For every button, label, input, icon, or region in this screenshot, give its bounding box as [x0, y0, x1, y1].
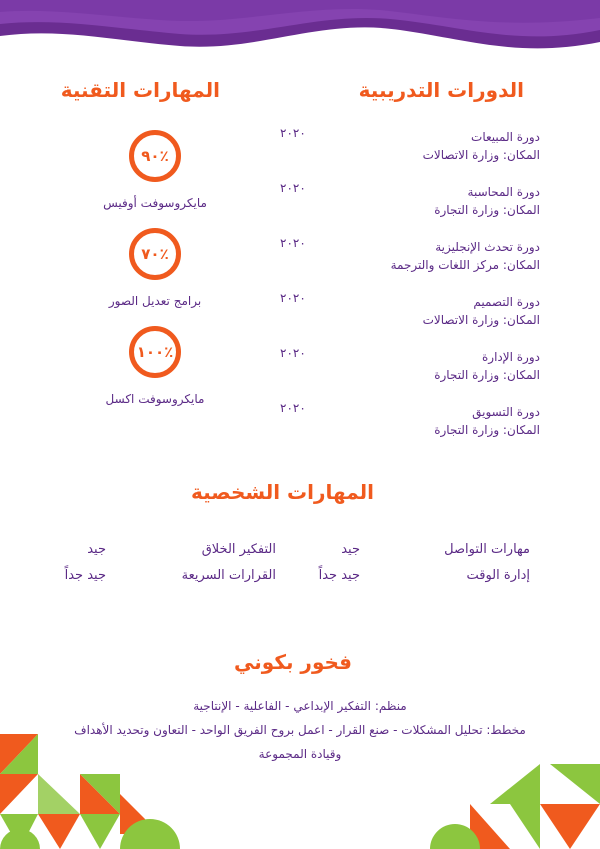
course-place: المكان: وزارة التجارة: [434, 368, 540, 382]
course-place: المكان: وزارة الاتصالات: [422, 148, 540, 162]
course-item: [280, 238, 540, 274]
skill-percent: ٪١٠٠: [136, 343, 174, 361]
course-name: دورة التصميم: [473, 295, 540, 309]
skill-percent: ٪٧٠: [141, 245, 169, 263]
personal-skill-level: جيد جداً: [318, 568, 360, 583]
skill-label: برامج تعديل الصور: [108, 294, 202, 308]
course-year: ٢٠٢٠: [280, 126, 306, 140]
tech-skills-title: المهارات التقنية: [60, 78, 220, 102]
personal-skill: مهارات التواصل: [444, 542, 530, 557]
course-place: المكان: وزارة التجارة: [434, 423, 540, 437]
course-place: المكان: وزارة التجارة: [434, 203, 540, 217]
personal-skill: التفكير الخلاق: [201, 542, 276, 557]
personal-skill-level: جيد: [87, 542, 106, 557]
course-year: ٢٠٢٠: [280, 236, 306, 250]
course-year: ٢٠٢٠: [280, 181, 306, 195]
course-item: [280, 183, 540, 219]
course-year: ٢٠٢٠: [280, 401, 306, 415]
course-item: [280, 403, 540, 439]
pride-line: منظم: التفكير الإبداعي - الفاعلية - الإنتاجية: [193, 699, 407, 713]
personal-skills-title: المهارات الشخصية: [190, 480, 374, 504]
percent-ring: [129, 130, 181, 182]
course-year: ٢٠٢٠: [280, 346, 306, 360]
course-place: المكان: مركز اللغات والترجمة: [390, 258, 540, 272]
course-name: دورة تحدث الإنجليزية: [435, 240, 540, 254]
personal-skill-level: جيد جداً: [64, 568, 106, 583]
geometric-decoration-left: [0, 734, 200, 849]
percent-ring: [129, 228, 181, 280]
tech-skill: [85, 130, 225, 210]
skill-label: مايكروسوفت أوفيس: [103, 196, 207, 210]
courses-title: الدورات التدريبية: [358, 78, 524, 102]
course-item: [280, 128, 540, 164]
course-place: المكان: وزارة الاتصالات: [422, 313, 540, 327]
personal-skill-level: جيد: [341, 542, 360, 557]
course-name: دورة المحاسبة: [467, 185, 540, 199]
course-name: دورة التسويق: [472, 405, 540, 419]
personal-skill: القرارات السريعة: [181, 568, 276, 583]
pride-title: فخور بكوني: [234, 650, 352, 674]
tech-skill: [85, 326, 225, 406]
course-year: ٢٠٢٠: [280, 291, 306, 305]
skill-percent: ٪٩٠: [141, 147, 169, 165]
header-wave-decoration: [0, 0, 600, 70]
pride-line: وقيادة المجموعة: [258, 747, 342, 761]
tech-skill: [85, 228, 225, 308]
course-name: دورة الإدارة: [482, 350, 540, 364]
personal-skill: إدارة الوقت: [466, 568, 530, 583]
percent-ring: [129, 326, 181, 378]
geometric-decoration-right: [430, 764, 600, 849]
skill-label: مايكروسوفت اكسل: [105, 392, 205, 406]
course-item: [280, 348, 540, 384]
course-item: [280, 293, 540, 329]
pride-line: مخطط: تحليل المشكلات - صنع القرار - اعمل بروح الفريق الواحد - التعاون وتحديد الأهداف: [74, 723, 526, 737]
course-name: دورة المبيعات: [471, 130, 540, 144]
